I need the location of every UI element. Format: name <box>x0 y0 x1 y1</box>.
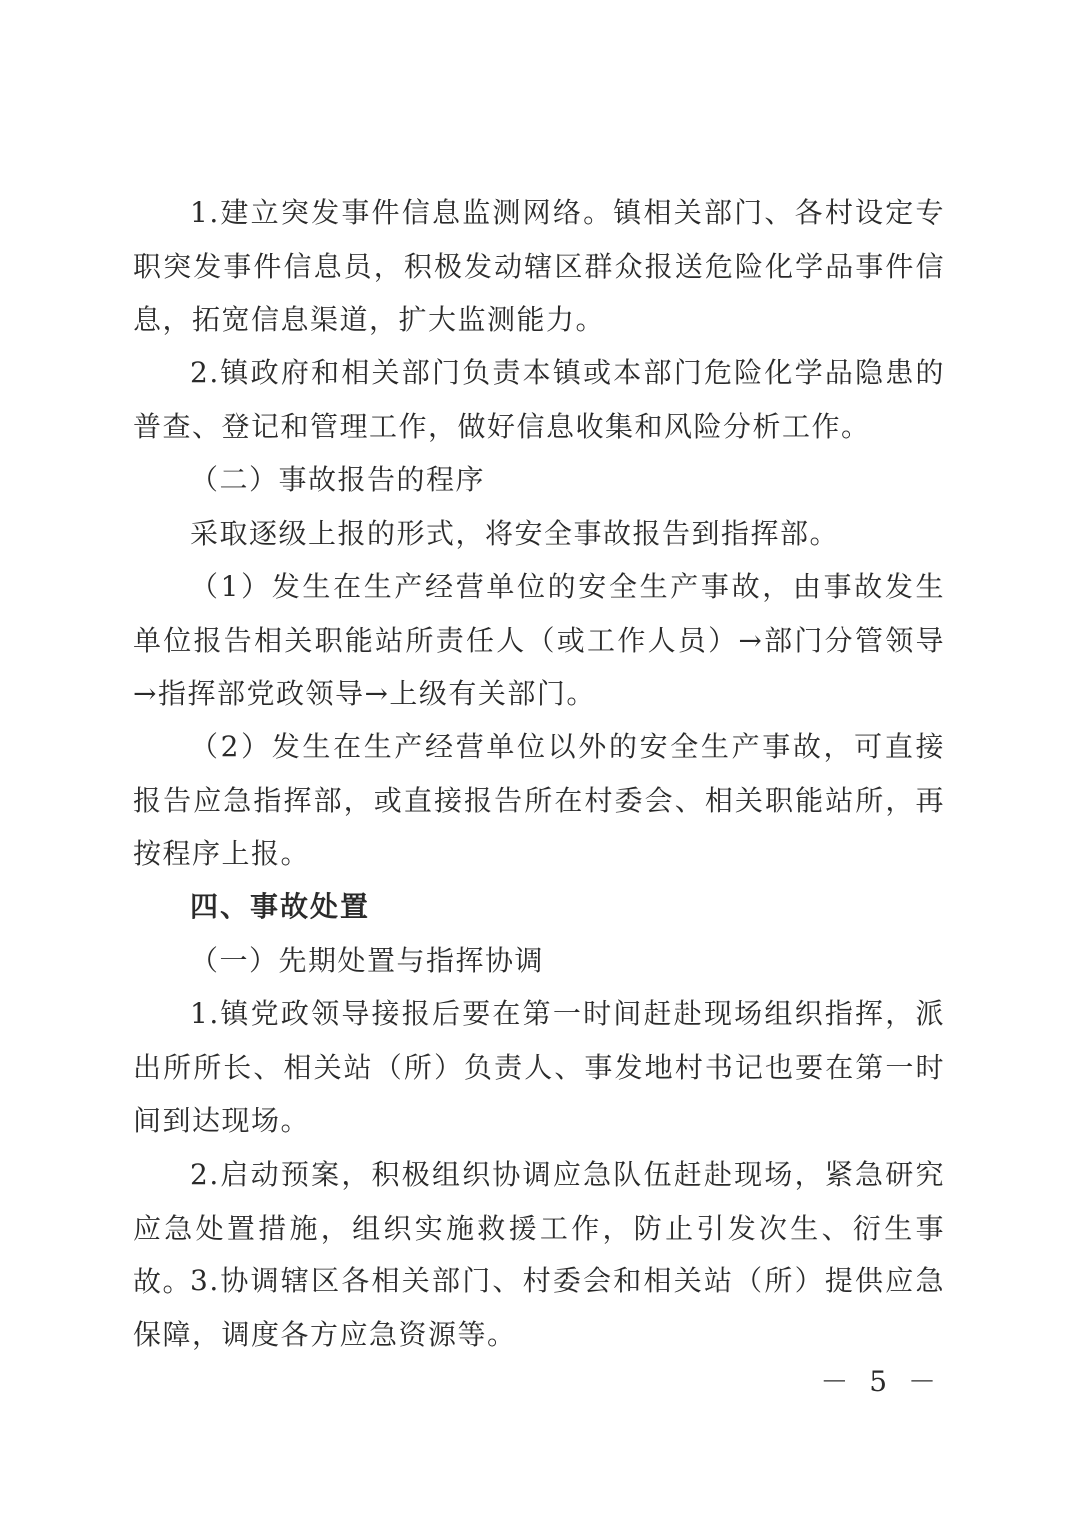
paragraph-report-within-unit: （1）发生在生产经营单位的安全生产事故，由事故发生单位报告相关职能站所责任人（或工作人员）→部门分管领导→指挥部党政领导→上级有关部门。 <box>133 570 945 710</box>
paragraph-monitoring-network: 1.建立突发事件信息监测网络。镇相关部门、各村设定专职突发事件信息员，积极发动辖区群众报送危险化学品事件信息，拓宽信息渠道，扩大监测能力。 <box>133 196 945 336</box>
subheading-report-procedure: （二）事故报告的程序 <box>190 463 486 496</box>
section-heading-accident-handling: 四、事故处置 <box>190 890 371 923</box>
paragraph-coordinate-support: 3.协调辖区各相关部门、村委会和相关站（所）提供应急保障，调度各方应急资源等。 <box>133 1264 945 1351</box>
paragraph-leaders-on-site: 1.镇党政领导接报后要在第一时间赶赴现场组织指挥，派出所所长、相关站（所）负责人、事发地村书记也要在第一时间到达现场。 <box>133 997 945 1137</box>
paragraph-report-method: 采取逐级上报的形式，将安全事故报告到指挥部。 <box>190 517 840 550</box>
subheading-initial-handling: （一）先期处置与指挥协调 <box>190 944 545 977</box>
paragraph-hazard-survey: 2.镇政府和相关部门负责本镇或本部门危险化学品隐患的普查、登记和管理工作，做好信息收集和风险分析工作。 <box>133 356 945 443</box>
paragraph-report-outside-unit: （2）发生在生产经营单位以外的安全生产事故，可直接报告应急指挥部，或直接报告所在村委会、相关职能站所，再按程序上报。 <box>133 730 945 870</box>
paragraph-start-plan: 2.启动预案，积极组织协调应急队伍赶赴现场，紧急研究应急处置措施，组织实施救援工作，防止引发次生、衍生事故。 <box>133 1158 945 1298</box>
page-number: － 5 － <box>820 1365 942 1398</box>
